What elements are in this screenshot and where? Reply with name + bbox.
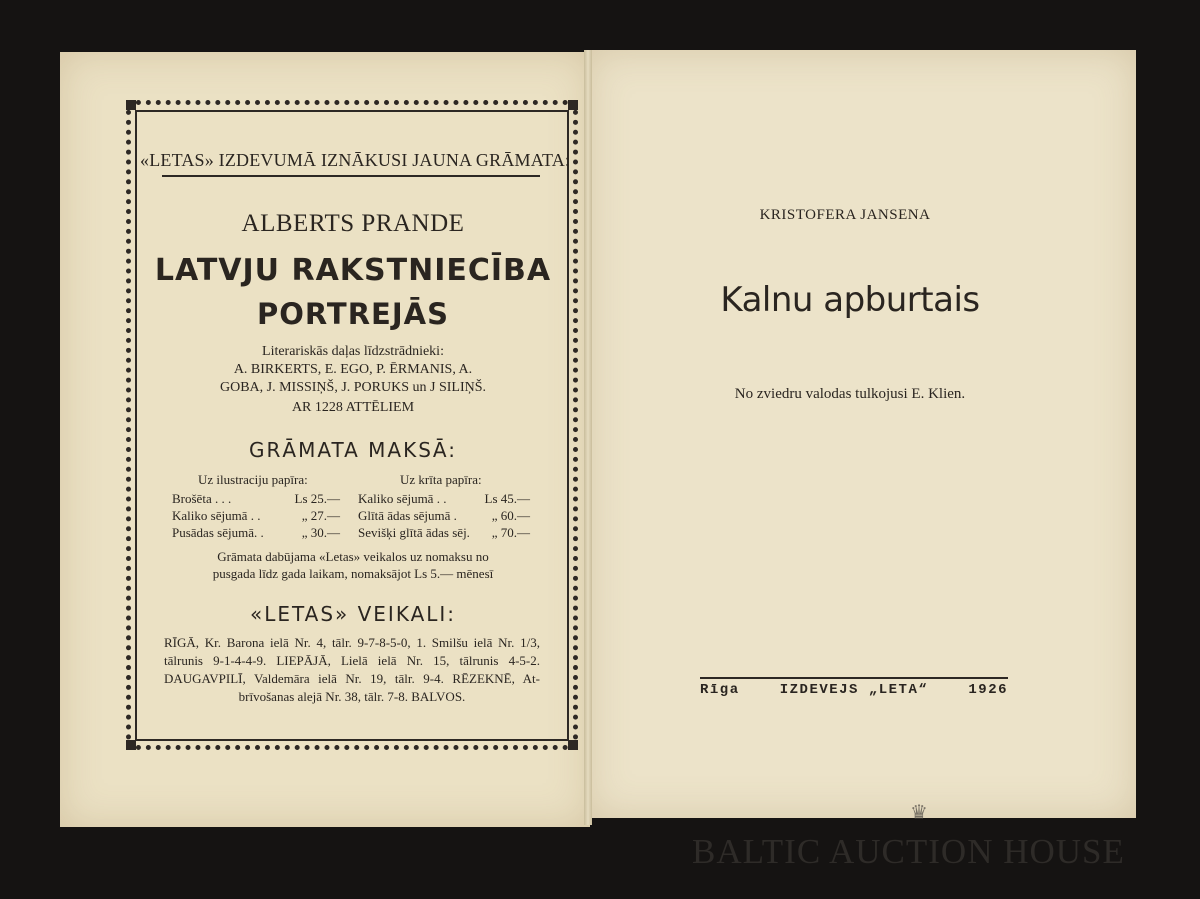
price-value: „ 60.— [491, 508, 530, 523]
price-column-heading: Uz krīta papīra: [400, 472, 482, 487]
price-label: Kaliko sējumā . . [358, 491, 447, 506]
book-spine [584, 50, 592, 825]
watermark: BALTIC AUCTION HOUSE [692, 832, 1125, 871]
crown-icon: ♛ [910, 800, 928, 824]
shop-address-line: brīvošanas alejā Nr. 38, tālr. 7-8. BALVOS. [238, 689, 466, 704]
contributors-line: Literariskās daļas līdzstrādnieki: [262, 344, 444, 359]
contributors-line: GOBA, J. MISSIŅŠ, J. PORUKS un J SILIŅŠ. [219, 380, 487, 395]
border-corner [568, 740, 578, 750]
price-row [358, 525, 530, 541]
price-value: „ 30.— [301, 525, 340, 540]
border-corner [126, 740, 136, 750]
price-value: Ls 25.— [294, 491, 340, 506]
price-label: Glītā ādas sējumā . [358, 508, 457, 523]
price-label: Brošēta . . . [172, 491, 232, 506]
price-label: Pusādas sējumā. . [172, 525, 264, 540]
border-corner [568, 100, 578, 110]
order-terms: pusgada līdz gada laikam, nomaksājot Ls 5.— mēnesī [212, 566, 494, 581]
book-title: Kalnu apburtais [720, 280, 980, 320]
ad-title-line2: PORTREJĀS [257, 297, 449, 331]
price-row [358, 491, 530, 507]
title-page-author: KRISTOFERA JANSENA [759, 207, 931, 223]
shop-address-line: DAUGAVPILĪ, Valdemāra ielā Nr. 19, tālr. 9-4. RĒZEKNĒ, At- [164, 671, 540, 686]
heading-rule [162, 175, 540, 177]
translator-credit: No zviedru valodas tulkojusi E. Klien. [734, 386, 966, 402]
imprint-publisher: IZDEVEJS „LETA“ [779, 682, 929, 698]
ad-author: ALBERTS PRANDE [241, 210, 465, 237]
price-value: Ls 45.— [484, 491, 530, 506]
price-value: „ 27.— [301, 508, 340, 523]
price-row [358, 508, 530, 524]
shops-heading: «LETAS» VEIKALI: [249, 602, 457, 626]
right-page [588, 50, 1136, 818]
imprint-place: Rīga [700, 682, 740, 698]
border-corner [126, 100, 136, 110]
price-row [172, 491, 340, 507]
contributors-line: A. BIRKERTS, E. EGO, P. ĒRMANIS, A. [233, 362, 473, 377]
imprint [700, 682, 1008, 698]
price-row [172, 508, 340, 524]
shop-address-line: tālrunis 9-1-4-4-9. LIEPĀJĀ, Lielā ielā Nr. 15, tālrunis 4-5-2. [164, 653, 540, 668]
ad-heading: «LETAS» IZDEVUMĀ IZNĀKUSI JAUNA GRĀMATA: [140, 150, 571, 170]
shop-address-line: RĪGĀ, Kr. Barona ielā Nr. 4, tālr. 9-7-8-5-0, 1. Smilšu ielā Nr. 1/3, [164, 635, 540, 650]
price-heading: GRĀMATA MAKSĀ: [249, 438, 457, 462]
price-value: „ 70.— [491, 525, 530, 540]
order-terms: Grāmata dabūjama «Letas» veikalos uz nomaksu no [217, 549, 489, 564]
price-label: Sevišķi glītā ādas sēj. [358, 525, 470, 540]
ad-title-line1: LATVJU RAKSTNIECĪBA [154, 253, 552, 288]
price-row [172, 525, 340, 541]
price-column-heading: Uz ilustraciju papīra: [198, 472, 308, 487]
illustrations-count: AR 1228 ATTĒLIEM [291, 400, 415, 415]
imprint-rule [700, 677, 1008, 679]
imprint-year: 1926 [968, 682, 1008, 698]
price-label: Kaliko sējumā . . [172, 508, 261, 523]
